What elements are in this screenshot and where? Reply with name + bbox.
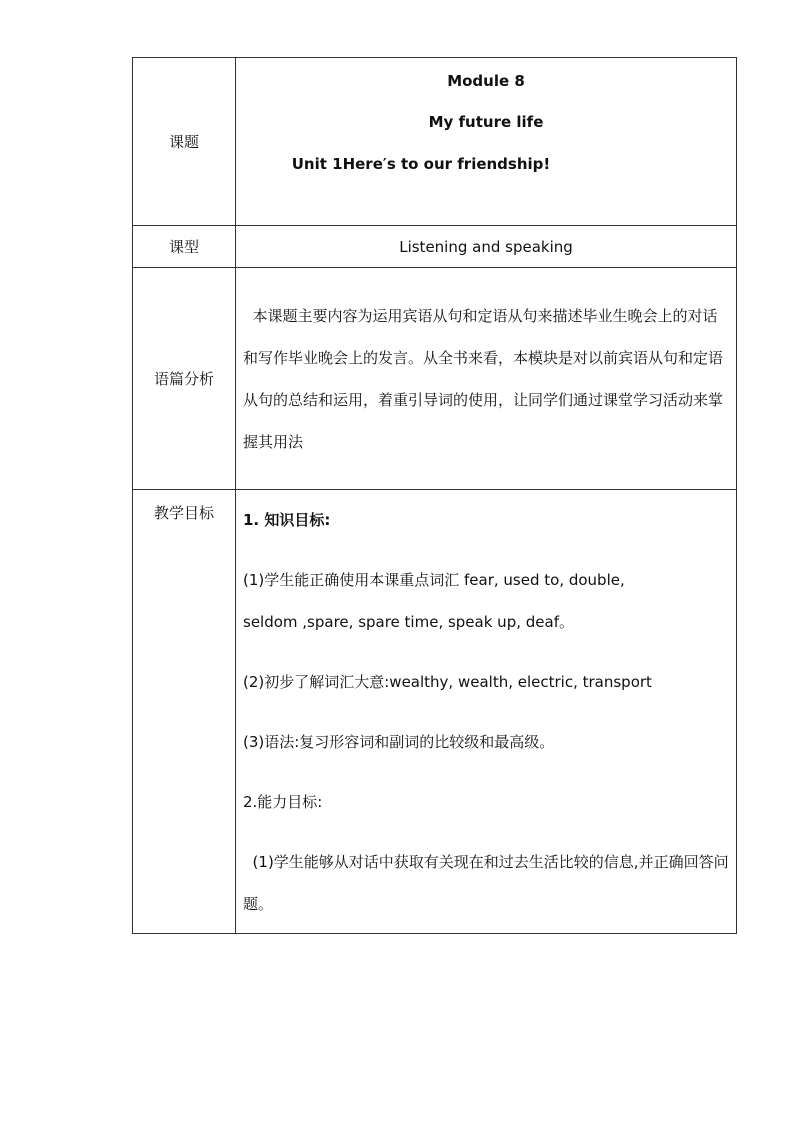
- goal-item-2: (2)初步了解词汇大意:wealthy, wealth, electric, transport: [243, 673, 652, 691]
- knowledge-goal-heading: 1. 知识目标:: [243, 511, 331, 529]
- goal-item-1-line-2: seldom ,spare, spare time, speak up, deaf。: [243, 613, 574, 631]
- goal-item-4: (1)学生能够从对话中获取有关现在和过去生活比较的信息,并正确回答问题。: [243, 853, 729, 913]
- title-row: [133, 58, 737, 226]
- type-label: 课型: [133, 226, 236, 268]
- title-cell: [236, 58, 737, 226]
- lesson-title: My future life: [428, 113, 544, 131]
- analysis-label: 语篇分析: [133, 268, 236, 490]
- goals-label: 教学目标: [133, 490, 236, 934]
- type-value: Listening and speaking: [236, 226, 737, 268]
- lesson-plan-table: [132, 57, 737, 934]
- module-title: Module 8: [447, 72, 525, 90]
- goals-cell: [236, 490, 737, 934]
- title-label: 课题: [133, 58, 236, 226]
- type-row: [133, 226, 737, 268]
- goal-item-1-line-1: (1)学生能正确使用本课重点词汇 fear, used to, double,: [243, 571, 625, 589]
- analysis-row: [133, 268, 737, 490]
- analysis-text: 本课题主要内容为运用宾语从句和定语从句来描述毕业生晚会上的对话和写作毕业晚会上的发言。从全书来看，本模块是对以前宾语从句和定语从句的总结和运用，着重引导词的使用，让同学们通过课堂学习活动来掌握其用法: [236, 268, 737, 490]
- goals-row: [133, 490, 737, 934]
- goal-item-3: (3)语法:复习形容词和副词的比较级和最高级。: [243, 733, 555, 751]
- ability-goal-heading: 2.能力目标:: [243, 793, 323, 811]
- unit-title: Unit 1Here′s to our friendship!: [291, 155, 551, 173]
